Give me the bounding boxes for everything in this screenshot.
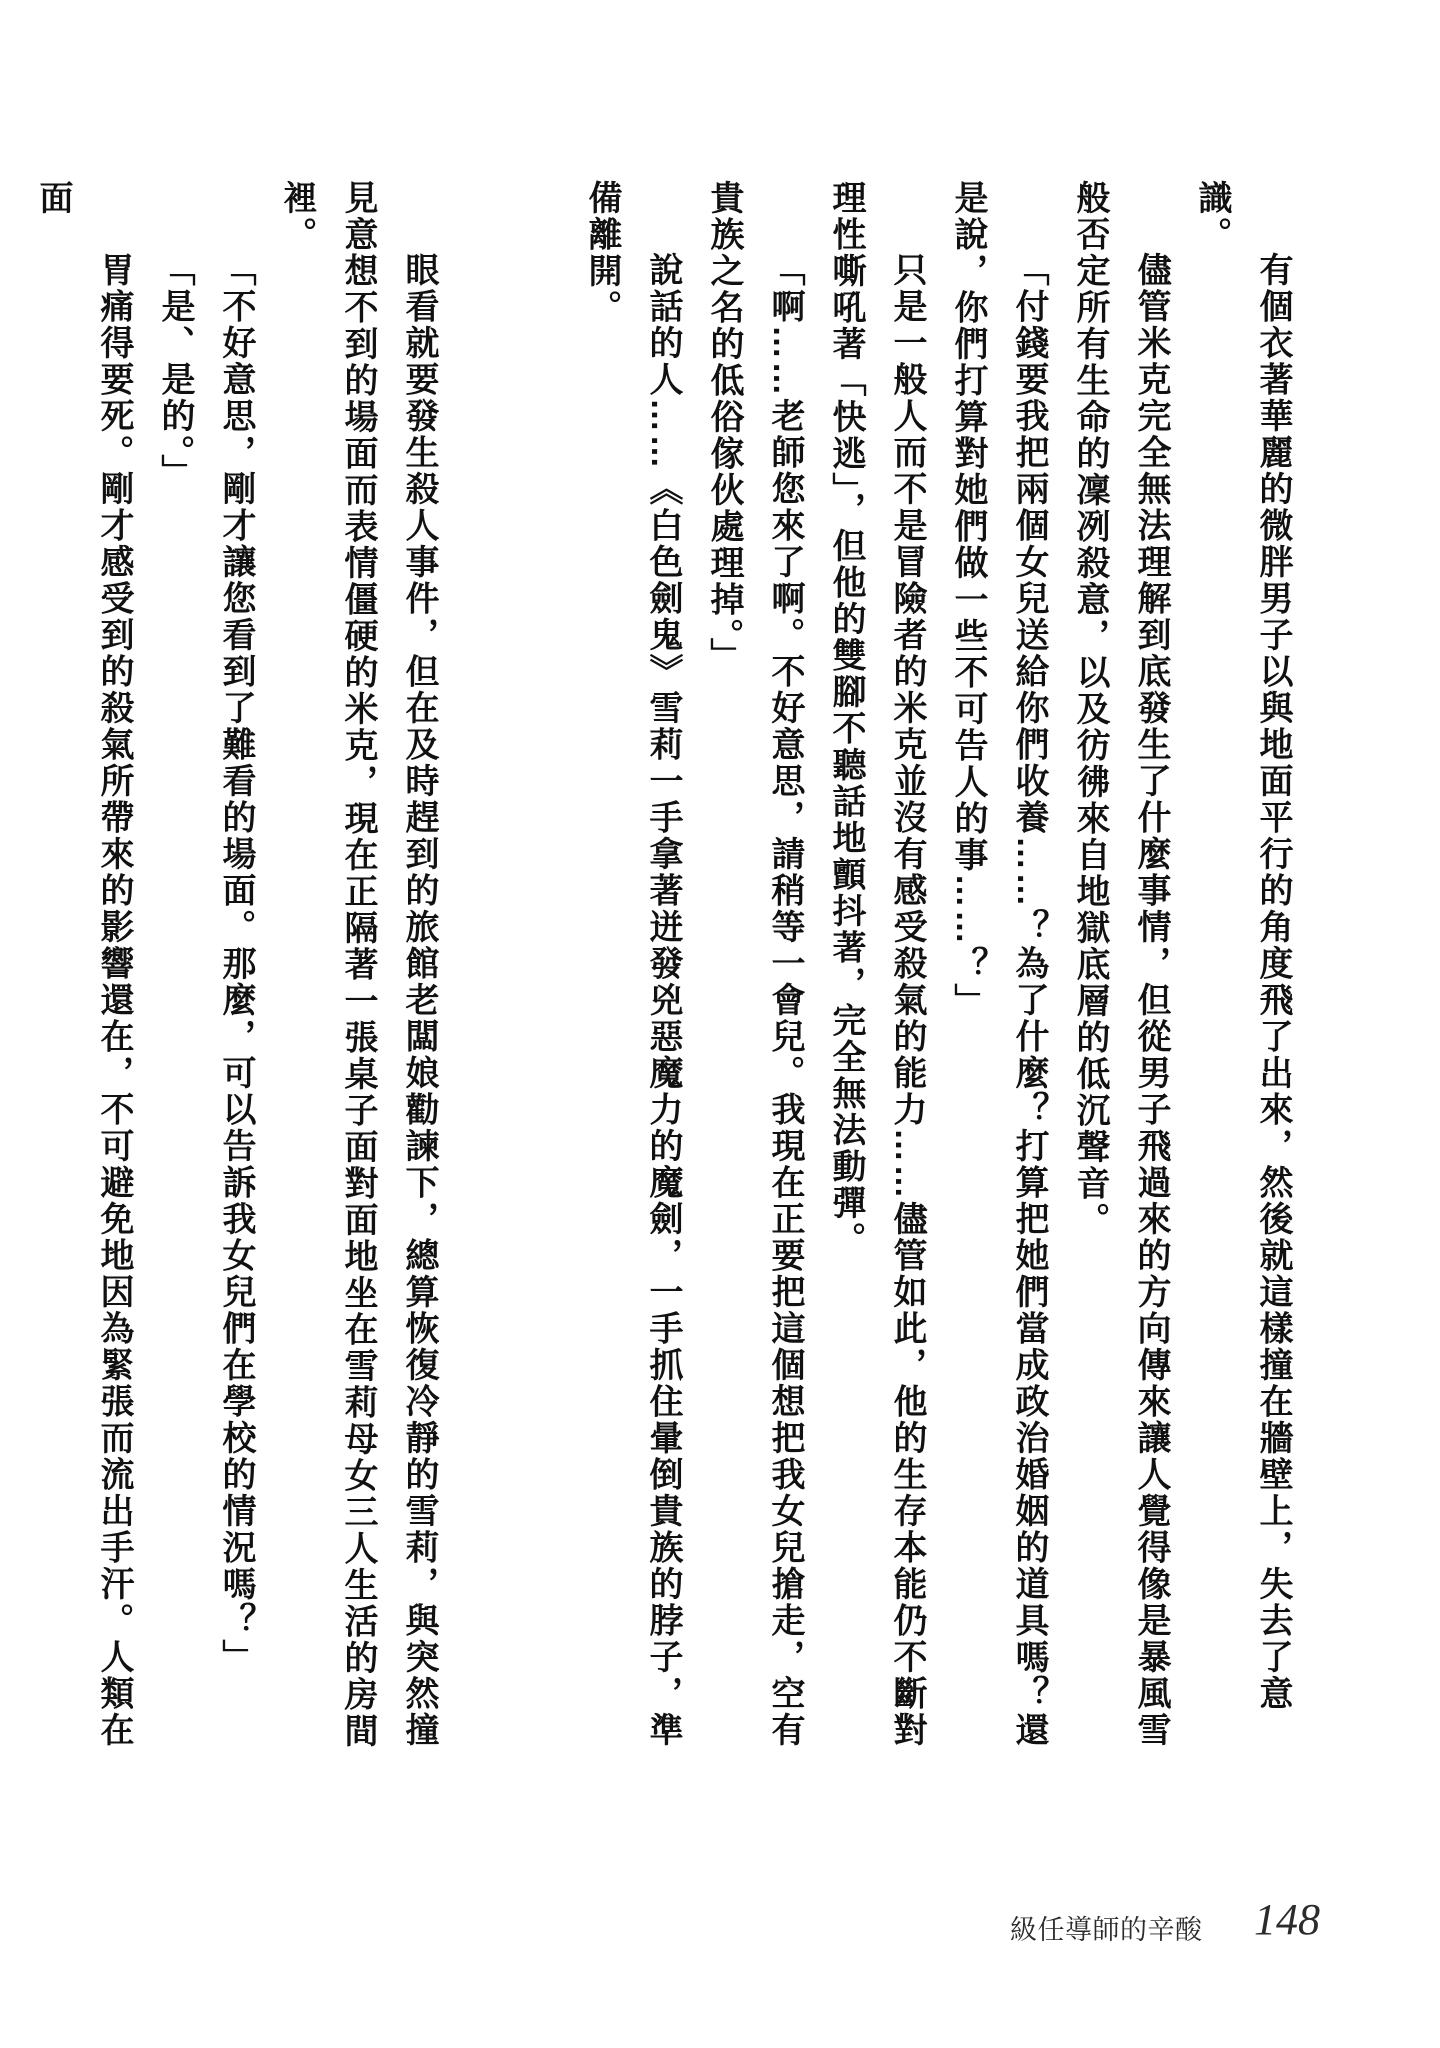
paragraph: 「是、是的。」 [156,252,194,491]
paragraph: 眼看就要發生殺人事件，但在及時趕到的旅館老闆娘勸諫下，總算恢復冷靜的雪莉，與突然撞見意想不到的場面而表情僵硬的米克，現在正隔著一張桌子面對面地坐在雪莉母女三人生活的房間裡。 [278,180,438,1750]
paragraph: 說話的人……《白色劍鬼》雪莉一手拿著迸發兇惡魔力的魔劍，一手抓住暈倒貴族的脖子，準備離開。 [583,180,682,1749]
running-footer-chapter-title: 級任導師的辛酸 [1010,1915,1203,1945]
paragraph: 儘管米克完全無法理解到底發生了什麼事情，但從男子飛過來的方向傳來讓人覺得像是暴風雪般否定所有生命的凜冽殺意，以及彷彿來自地獄底層的低沉聲音。 [1071,180,1170,1749]
page-number: 148 [1254,1895,1320,1944]
paragraph: 「啊……老師您來了啊。不好意思，請稍等一會兒。我現在正要把這個想把我女兒搶走，空有貴族之名的低俗傢伙處理掉。」 [705,180,804,1749]
paragraph: 有個衣著華麗的微胖男子以與地面平行的角度飛了出來，然後就這樣撞在牆壁上，失去了意識。 [1193,180,1292,1712]
body-text [22,180,1303,1780]
paragraph: 「不好意思，剛才讓您看到了難看的場面。那麼，可以告訴我女兒們在學校的情況嗎？」 [217,252,255,1676]
paragraph: 「付錢要我把兩個女兒送給你們收養……？為了什麼？打算把她們當成政治婚姻的道具嗎？還是說，你們打算對她們做一些不可告人的事……？」 [949,180,1048,1749]
paragraph: 胃痛得要死。剛才感受到的殺氣所帶來的影響還在，不可避免地因為緊張而流出手汗。人類在面 [34,180,133,1749]
paragraph: 只是一般人而不是冒險者的米克並沒有感受殺氣的能力……儘管如此，他的生存本能仍不斷對理性嘶吼著「快逃」，但他的雙腳不聽話地顫抖著，完全無法動彈。 [827,180,926,1749]
